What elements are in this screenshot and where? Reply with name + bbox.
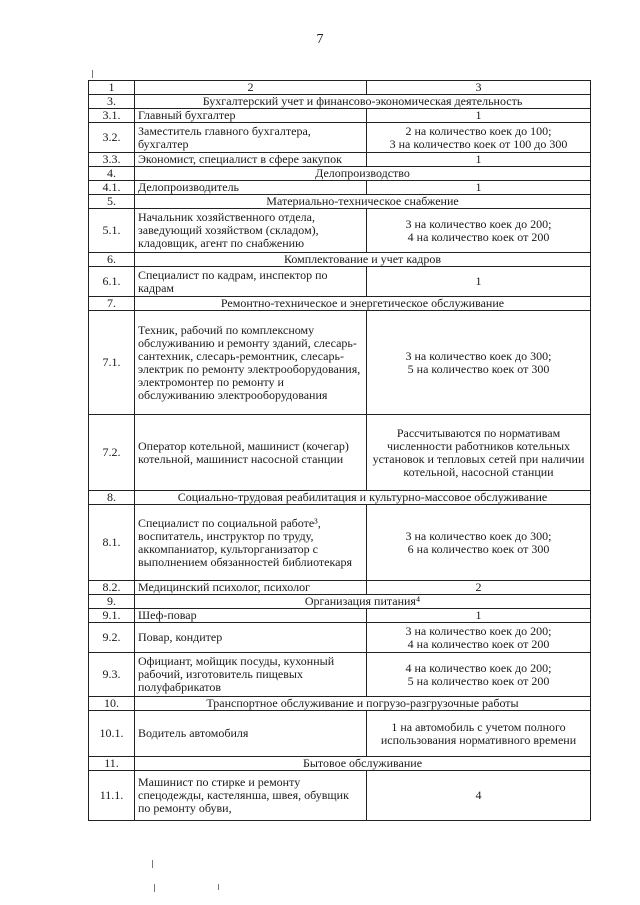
position-name: Повар, кондитер (135, 623, 367, 653)
scan-speck (154, 884, 155, 892)
table-row (89, 209, 591, 253)
row-number: 8.1. (89, 505, 135, 581)
table-row (89, 415, 591, 491)
section-number: 8. (89, 491, 135, 505)
table-row (89, 771, 591, 821)
section-row (89, 595, 591, 609)
table-row (89, 267, 591, 297)
column-header-row (89, 81, 591, 95)
staffing-norm: 4 (367, 771, 591, 821)
section-row (89, 95, 591, 109)
row-number: 9.1. (89, 609, 135, 623)
position-name: Заместитель главного бухгалтера, бухгалтер (135, 123, 367, 153)
section-number: 5. (89, 195, 135, 209)
column-header-2: 2 (135, 81, 367, 95)
position-name: Оператор котельной, машинист (кочегар) котельной, машинист насосной станции (135, 415, 367, 491)
position-name: Официант, мойщик посуды, кухонный рабочий, изготовитель пищевых полуфабрикатов (135, 653, 367, 697)
section-row (89, 253, 591, 267)
table-row (89, 653, 591, 697)
position-name: Начальник хозяйственного отдела, заведующий хозяйством (складом), кладовщик, агент по снабжению (135, 209, 367, 253)
table-row (89, 311, 591, 415)
staffing-norm: 2 (367, 581, 591, 595)
position-name: Водитель автомобиля (135, 711, 367, 757)
section-title: Организация питания⁴ (135, 595, 591, 609)
section-title: Делопроизводство (135, 167, 591, 181)
row-number: 7.1. (89, 311, 135, 415)
row-number: 3.1. (89, 109, 135, 123)
table-row (89, 609, 591, 623)
section-title: Комплектование и учет кадров (135, 253, 591, 267)
row-number: 3.2. (89, 123, 135, 153)
section-number: 9. (89, 595, 135, 609)
staffing-norm: 1 на автомобиль с учетом полного использования нормативного времени (367, 711, 591, 757)
scan-speck (92, 70, 93, 78)
position-name: Шеф-повар (135, 609, 367, 623)
row-number: 11.1. (89, 771, 135, 821)
row-number: 3.3. (89, 153, 135, 167)
page-number: 7 (316, 32, 324, 47)
table-row (89, 123, 591, 153)
staffing-norm: 1 (367, 153, 591, 167)
scan-speck (218, 884, 219, 890)
section-title: Социально-трудовая реабилитация и культурно-массовое обслуживание (135, 491, 591, 505)
section-row (89, 697, 591, 711)
position-name: Медицинский психолог, психолог (135, 581, 367, 595)
staffing-norm: 3 на количество коек до 300; 5 на количество коек от 300 (367, 311, 591, 415)
section-title: Материально-техническое снабжение (135, 195, 591, 209)
section-title: Ремонтно-техническое и энергетическое обслуживание (135, 297, 591, 311)
position-name: Делопроизводитель (135, 181, 367, 195)
section-number: 3. (89, 95, 135, 109)
row-number: 5.1. (89, 209, 135, 253)
staffing-table (88, 80, 591, 821)
staffing-norm: Рассчитываются по нормативам численности работников котельных установок и тепловых сетей при наличии котельной, насосной станции (367, 415, 591, 491)
section-title: Бухгалтерский учет и финансово-экономическая деятельность (135, 95, 591, 109)
table-row (89, 153, 591, 167)
position-name: Специалист по социальной работе³, воспитатель, инструктор по труду, аккомпаниатор, культорганизатор с выполнением обязанностей библиотекаря (135, 505, 367, 581)
section-number: 4. (89, 167, 135, 181)
row-number: 9.2. (89, 623, 135, 653)
staffing-norm: 2 на количество коек до 100; 3 на количество коек от 100 до 300 (367, 123, 591, 153)
table-row (89, 181, 591, 195)
staffing-norm: 3 на количество коек до 200; 4 на количество коек от 200 (367, 209, 591, 253)
row-number: 4.1. (89, 181, 135, 195)
row-number: 10.1. (89, 711, 135, 757)
table-row (89, 623, 591, 653)
section-title: Бытовое обслуживание (135, 757, 591, 771)
row-number: 9.3. (89, 653, 135, 697)
position-name: Машинист по стирке и ремонту спецодежды, кастелянша, швея, обувщик по ремонту обуви, (135, 771, 367, 821)
table-row (89, 109, 591, 123)
section-title: Транспортное обслуживание и погрузо-разгрузочные работы (135, 697, 591, 711)
staffing-norm: 3 на количество коек до 300; 6 на количество коек от 300 (367, 505, 591, 581)
section-number: 6. (89, 253, 135, 267)
table-row (89, 505, 591, 581)
staffing-norm: 1 (367, 109, 591, 123)
position-name: Техник, рабочий по комплексному обслуживанию и ремонту зданий, слесарь-сантехник, слесарь-ремонтник, слесарь-электрик по ремонту электрооборудования, электромонтер по ремонту и обслуживанию электрооборудования (135, 311, 367, 415)
table-row (89, 581, 591, 595)
column-header-1: 1 (89, 81, 135, 95)
table-row (89, 711, 591, 757)
section-row (89, 195, 591, 209)
position-name: Специалист по кадрам, инспектор по кадрам (135, 267, 367, 297)
scan-speck (152, 860, 153, 868)
section-row (89, 297, 591, 311)
row-number: 6.1. (89, 267, 135, 297)
staffing-norm: 4 на количество коек до 200; 5 на количество коек от 200 (367, 653, 591, 697)
column-header-3: 3 (367, 81, 591, 95)
staffing-norm: 3 на количество коек до 200; 4 на количество коек от 200 (367, 623, 591, 653)
staffing-norm: 1 (367, 181, 591, 195)
section-number: 11. (89, 757, 135, 771)
section-row (89, 491, 591, 505)
row-number: 8.2. (89, 581, 135, 595)
row-number: 7.2. (89, 415, 135, 491)
position-name: Главный бухгалтер (135, 109, 367, 123)
section-row (89, 757, 591, 771)
section-row (89, 167, 591, 181)
section-number: 10. (89, 697, 135, 711)
position-name: Экономист, специалист в сфере закупок (135, 153, 367, 167)
staffing-norm: 1 (367, 267, 591, 297)
section-number: 7. (89, 297, 135, 311)
staffing-norm: 1 (367, 609, 591, 623)
